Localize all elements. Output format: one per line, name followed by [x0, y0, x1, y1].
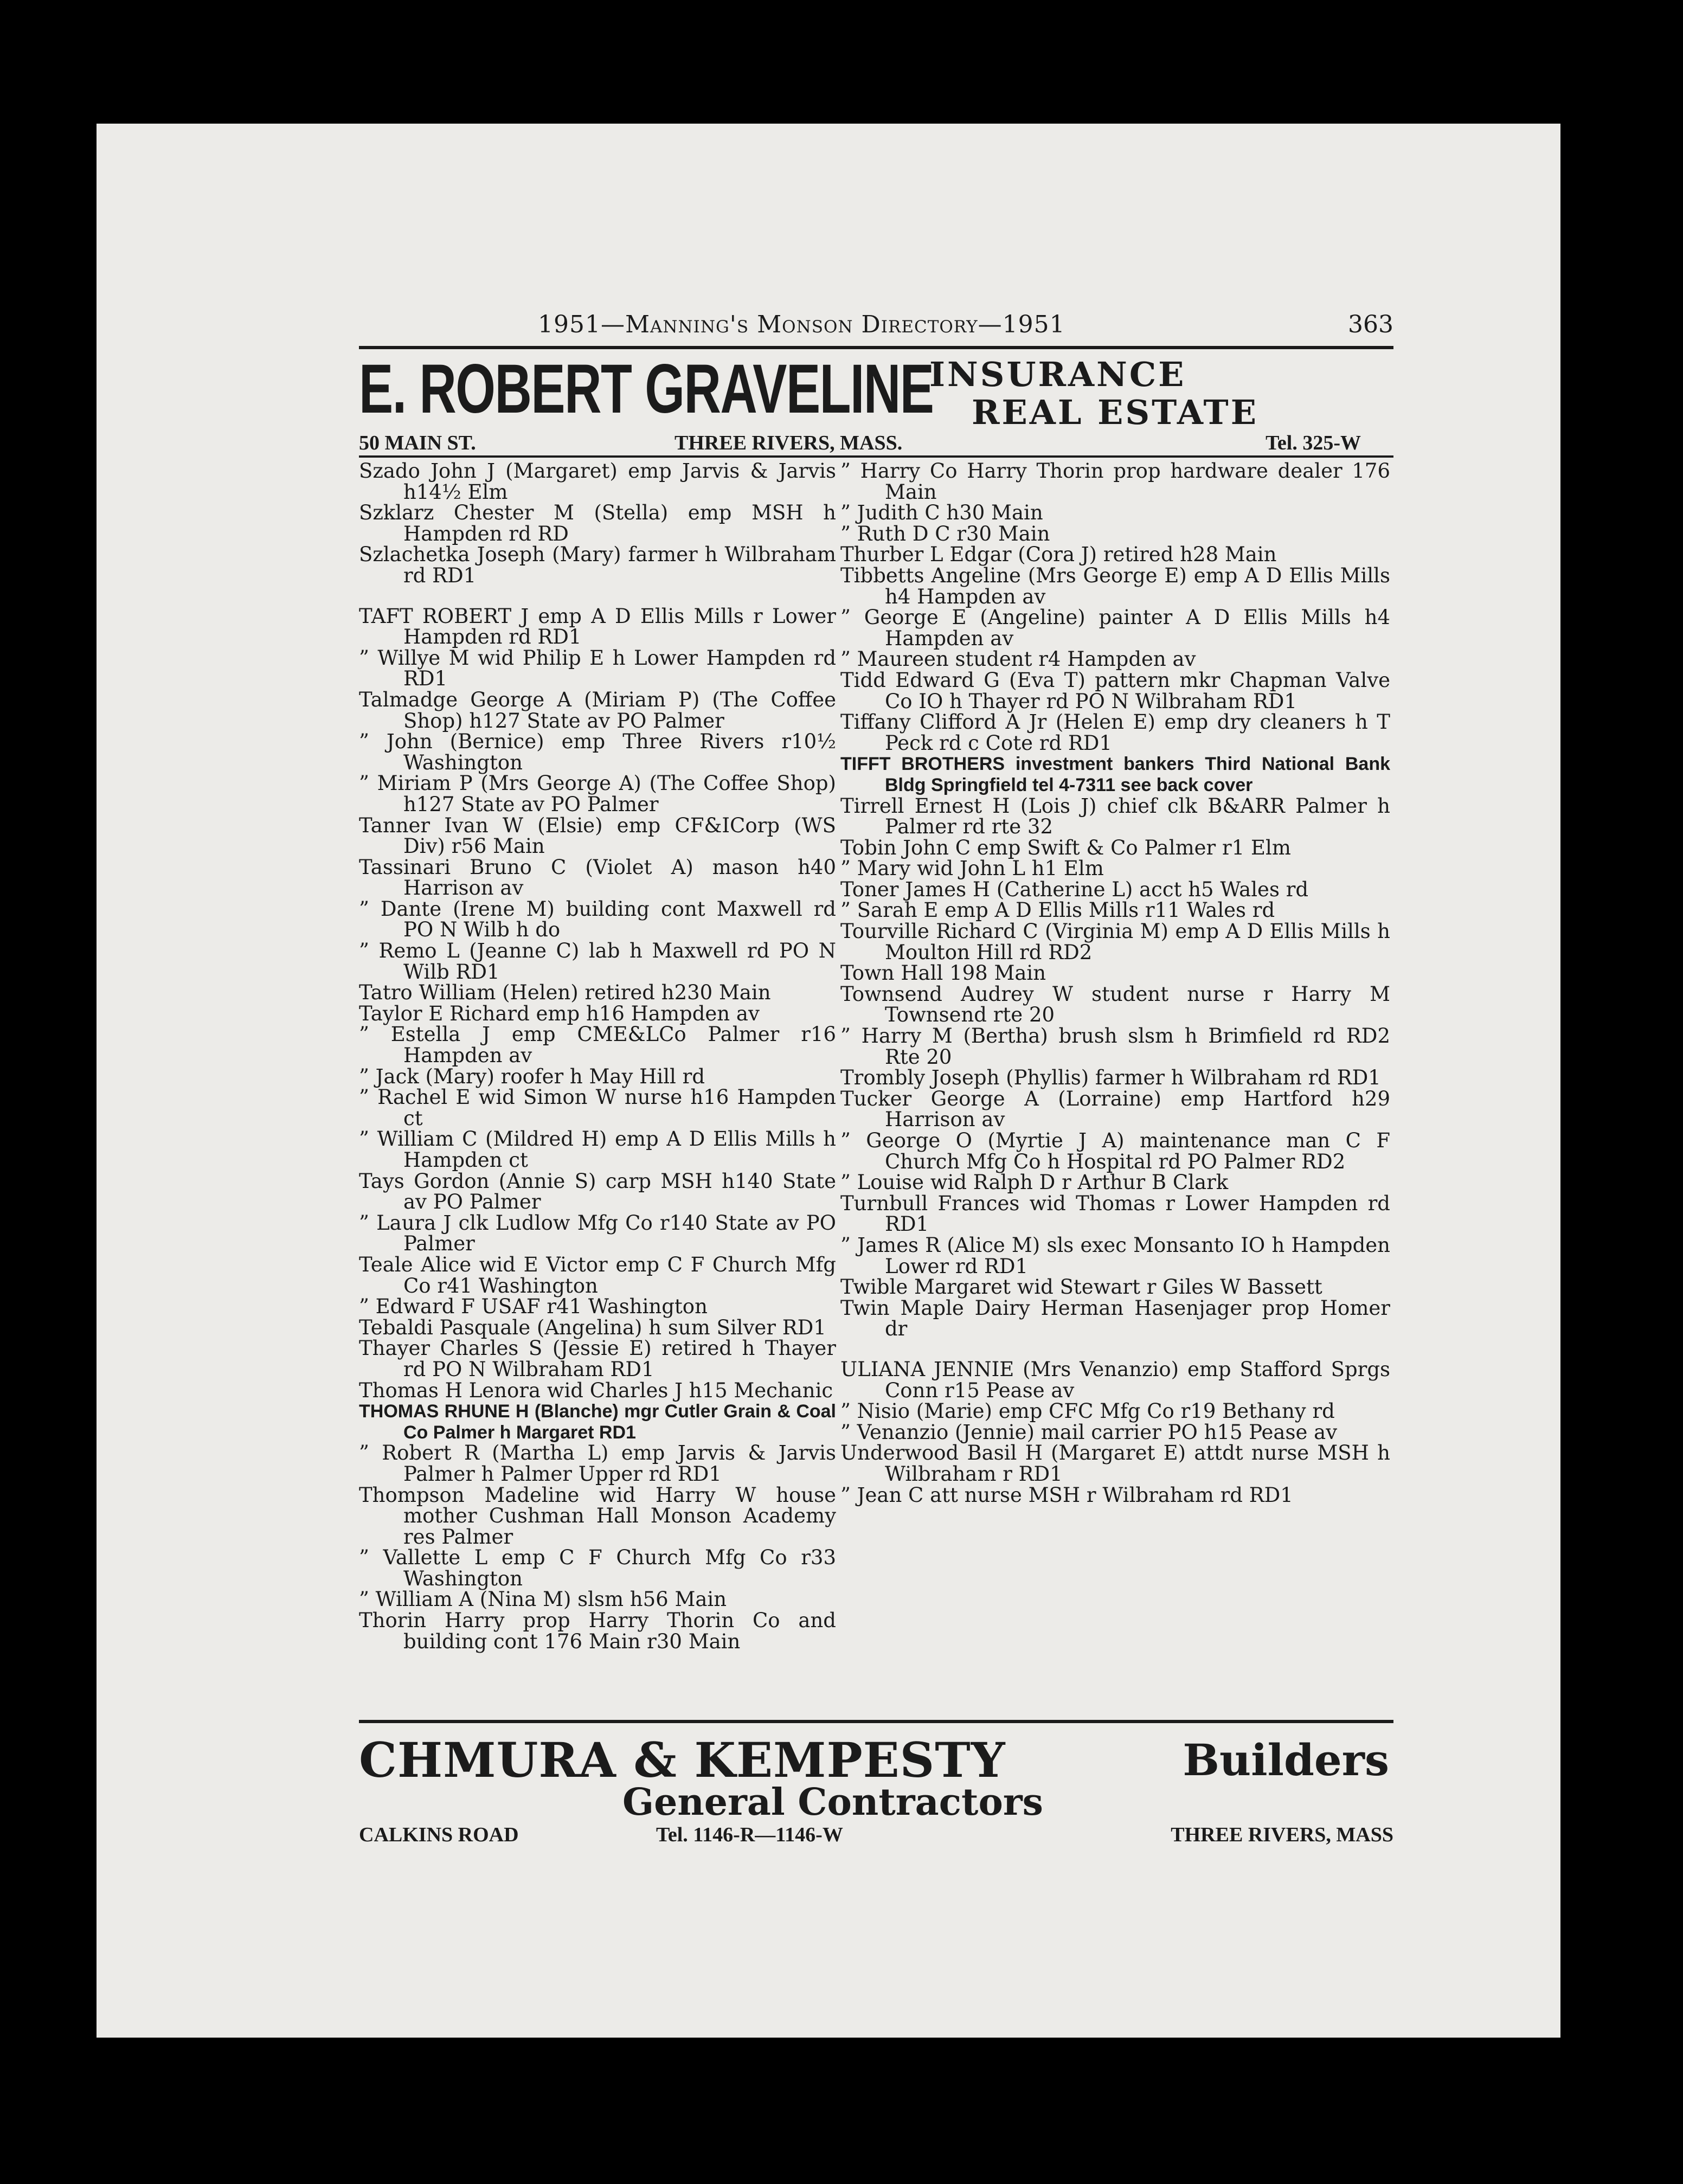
- directory-entry: Tibbetts Angeline (Mrs George E) emp A D Ellis Mills h4 Hampden av: [840, 563, 1390, 608]
- directory-entry: ” Harry Co Harry Thorin prop hardware dealer 176 Main: [840, 459, 1390, 504]
- directory-entry: Tassinari Bruno C (Violet A) mason h40 Harrison av: [359, 855, 836, 900]
- directory-entry: ” Harry M (Bertha) brush slsm h Brimfield rd RD2 Rte 20: [840, 1024, 1390, 1069]
- directory-entry: ” Nisio (Marie) emp CFC Mfg Co r19 Bethany rd: [840, 1399, 1335, 1423]
- directory-entry: Tanner Ivan W (Elsie) emp CF&ICorp (WS Div) r56 Main: [359, 813, 836, 858]
- ad-phone: Tel. 325-W: [1266, 432, 1361, 454]
- left-column: [359, 461, 836, 1652]
- directory-entry: ” Remo L (Jeanne C) lab h Maxwell rd PO N Wilb RD1: [359, 939, 836, 984]
- page-number: 363: [1348, 311, 1393, 338]
- title-year-left: 1951: [538, 311, 601, 338]
- directory-entry: Underwood Basil H (Margaret E) attdt nurse MSH h Wilbraham r RD1: [840, 1441, 1390, 1486]
- directory-entry-highlighted: THOMAS RHUNE H (Blanche) mgr Cutler Grain & Coal Co Palmer h Margaret RD1: [359, 1401, 836, 1443]
- directory-entry: Twin Maple Dairy Herman Hasenjager prop Homer dr: [840, 1296, 1390, 1341]
- directory-entry: Tatro William (Helen) retired h230 Main: [359, 981, 771, 1005]
- directory-entry: ” Robert R (Martha L) emp Jarvis & Jarvis Palmer h Palmer Upper rd RD1: [359, 1441, 836, 1486]
- directory-entry: ” Venanzio (Jennie) mail carrier PO h15 Pease av: [840, 1420, 1338, 1444]
- directory-entry: ” Sarah E emp A D Ellis Mills r11 Wales rd: [840, 898, 1275, 922]
- directory-entry: Turnbull Frances wid Thomas r Lower Hampden rd RD1: [840, 1191, 1390, 1236]
- bottom-advertiser-name: CHMURA & KEMPESTY: [359, 1732, 1006, 1788]
- right-column: [840, 461, 1390, 1506]
- directory-entry: Thayer Charles S (Jessie E) retired h Thayer rd PO N Wilbraham RD1: [359, 1337, 836, 1381]
- directory-entry: Thompson Madeline wid Harry W house mother Cushman Hall Monson Academy res Palmer: [359, 1483, 836, 1549]
- directory-entry: ” William A (Nina M) slsm h56 Main: [359, 1588, 727, 1611]
- directory-entry: Townsend Audrey W student nurse r Harry M Townsend rte 20: [840, 982, 1390, 1027]
- bottom-ad-phone: Tel. 1146-R—1146-W: [656, 1823, 843, 1846]
- directory-entry: Thorin Harry prop Harry Thorin Co and building cont 176 Main r30 Main: [359, 1609, 836, 1653]
- directory-entry: Talmadge George A (Miriam P) (The Coffee Shop) h127 State av PO Palmer: [359, 688, 836, 733]
- section-gap: [840, 1340, 1390, 1359]
- directory-entry: ” Rachel E wid Simon W nurse h16 Hampden ct: [359, 1085, 836, 1130]
- directory-entry: ” Laura J clk Ludlow Mfg Co r140 State av PO Palmer: [359, 1211, 836, 1256]
- directory-entry: ” Jean C att nurse MSH r Wilbraham rd RD1: [840, 1483, 1293, 1507]
- directory-entry: Toner James H (Catherine L) acct h5 Wales rd: [840, 877, 1309, 901]
- bottom-ad-city: THREE RIVERS, MASS: [1171, 1823, 1393, 1846]
- title-text: Manning's Monson Directory: [625, 311, 978, 338]
- directory-entry-highlighted: TIFFT BROTHERS investment bankers Third National Bank Bldg Springfield tel 4-7311 see back cover: [840, 754, 1390, 795]
- directory-entry: ” Estella J emp CME&LCo Palmer r16 Hampden av: [359, 1023, 836, 1068]
- listing-columns: [359, 458, 1393, 1717]
- directory-entry: Teale Alice wid E Victor emp C F Church Mfg Co r41 Washington: [359, 1252, 836, 1297]
- directory-entry: Szado John J (Margaret) emp Jarvis & Jarvis h14½ Elm: [359, 459, 836, 504]
- directory-entry: ” James R (Alice M) sls exec Monsanto IO h Hampden Lower rd RD1: [840, 1233, 1390, 1278]
- directory-entry: Tidd Edward G (Eva T) pattern mkr Chapman Valve Co IO h Thayer rd PO N Wilbraham RD1: [840, 668, 1390, 713]
- directory-entry: TAFT ROBERT J emp A D Ellis Mills r Lower Hampden rd RD1: [359, 604, 836, 649]
- directory-entry: ” John (Bernice) emp Three Rivers r10½ Washington: [359, 730, 836, 774]
- top-advertisement: [359, 349, 1393, 455]
- bottom-advertisement: [359, 1725, 1393, 1846]
- directory-entry: Tebaldi Pasquale (Angelina) h sum Silver RD1: [359, 1315, 826, 1339]
- advertiser-name: E. ROBERT GRAVELINE: [359, 350, 934, 428]
- ad-city: THREE RIVERS, MASS.: [675, 432, 903, 454]
- directory-entry: Trombly Joseph (Phyllis) farmer h Wilbraham rd RD1: [840, 1066, 1381, 1090]
- directory-entry: Tiffany Clifford A Jr (Helen E) emp dry cleaners h T Peck rd c Cote rd RD1: [840, 710, 1390, 755]
- directory-entry: Taylor E Richard emp h16 Hampden av: [359, 1001, 760, 1025]
- directory-entry: ” Willye M wid Philip E h Lower Hampden rd RD1: [359, 646, 836, 691]
- running-title: 1951—Manning's Monson Directory—1951: [538, 311, 1065, 338]
- directory-entry: ” Jack (Mary) roofer h May Hill rd: [359, 1064, 705, 1088]
- directory-entry: Szlachetka Joseph (Mary) farmer h Wilbraham rd RD1: [359, 543, 836, 587]
- directory-entry: ” Miriam P (Mrs George A) (The Coffee Shop) h127 State av PO Palmer: [359, 772, 836, 816]
- directory-entry: Thurber L Edgar (Cora J) retired h28 Main: [840, 543, 1277, 567]
- directory-page: [97, 124, 1560, 2038]
- directory-entry: ” Dante (Irene M) building cont Maxwell rd PO N Wilb h do: [359, 897, 836, 942]
- bottom-advertiser-subtitle: General Contractors: [622, 1781, 1043, 1824]
- directory-entry: ” Judith C h30 Main: [840, 501, 1043, 525]
- directory-entry: Thomas H Lenora wid Charles J h15 Mechanic: [359, 1378, 833, 1402]
- directory-entry: Tourville Richard C (Virginia M) emp A D Ellis Mills h Moulton Hill rd RD2: [840, 920, 1390, 964]
- directory-entry: ” George E (Angeline) painter A D Ellis Mills h4 Hampden av: [840, 606, 1390, 650]
- directory-entry: ” Edward F USAF r41 Washington: [359, 1295, 708, 1319]
- bottom-ad-address: CALKINS ROAD: [359, 1823, 519, 1846]
- directory-entry: ” William C (Mildred H) emp A D Ellis Mills h Hampden ct: [359, 1127, 836, 1172]
- ad-service-insurance: INSURANCE: [929, 355, 1186, 394]
- directory-entry: ” Maureen student r4 Hampden av: [840, 647, 1196, 671]
- directory-entry: ” Mary wid John L h1 Elm: [840, 857, 1104, 881]
- directory-entry: Tucker George A (Lorraine) emp Hartford h29 Harrison av: [840, 1087, 1390, 1132]
- directory-entry: Szklarz Chester M (Stella) emp MSH h Hampden rd RD: [359, 501, 836, 545]
- bottom-advertiser-type: Builders: [1183, 1735, 1389, 1785]
- directory-entry: ” Louise wid Ralph D r Arthur B Clark: [840, 1171, 1229, 1194]
- directory-entry: Town Hall 198 Main: [840, 961, 1046, 985]
- directory-entry: Tobin John C emp Swift & Co Palmer r1 Elm: [840, 836, 1291, 859]
- directory-entry: Tays Gordon (Annie S) carp MSH h140 State av PO Palmer: [359, 1169, 836, 1214]
- running-header: [359, 307, 1393, 343]
- directory-entry: ” Vallette L emp C F Church Mfg Co r33 Washington: [359, 1546, 836, 1590]
- directory-entry: ” George O (Myrtie J A) maintenance man C F Church Mfg Co h Hospital rd PO Palmer RD2: [840, 1129, 1390, 1173]
- page-content: [359, 307, 1393, 1846]
- directory-entry: ULIANA JENNIE (Mrs Venanzio) emp Stafford Sprgs Conn r15 Pease av: [840, 1357, 1390, 1402]
- ad-service-real-estate: REAL ESTATE: [972, 393, 1258, 432]
- directory-entry: ” Ruth D C r30 Main: [840, 522, 1050, 545]
- footer-rule: [359, 1720, 1393, 1723]
- ad-address: 50 MAIN ST.: [359, 432, 476, 454]
- title-year-right: 1951: [1002, 311, 1065, 338]
- section-gap: [359, 587, 836, 606]
- directory-entry: Twible Margaret wid Stewart r Giles W Bassett: [840, 1275, 1322, 1299]
- directory-entry: Tirrell Ernest H (Lois J) chief clk B&ARR Palmer h Palmer rd rte 32: [840, 794, 1390, 839]
